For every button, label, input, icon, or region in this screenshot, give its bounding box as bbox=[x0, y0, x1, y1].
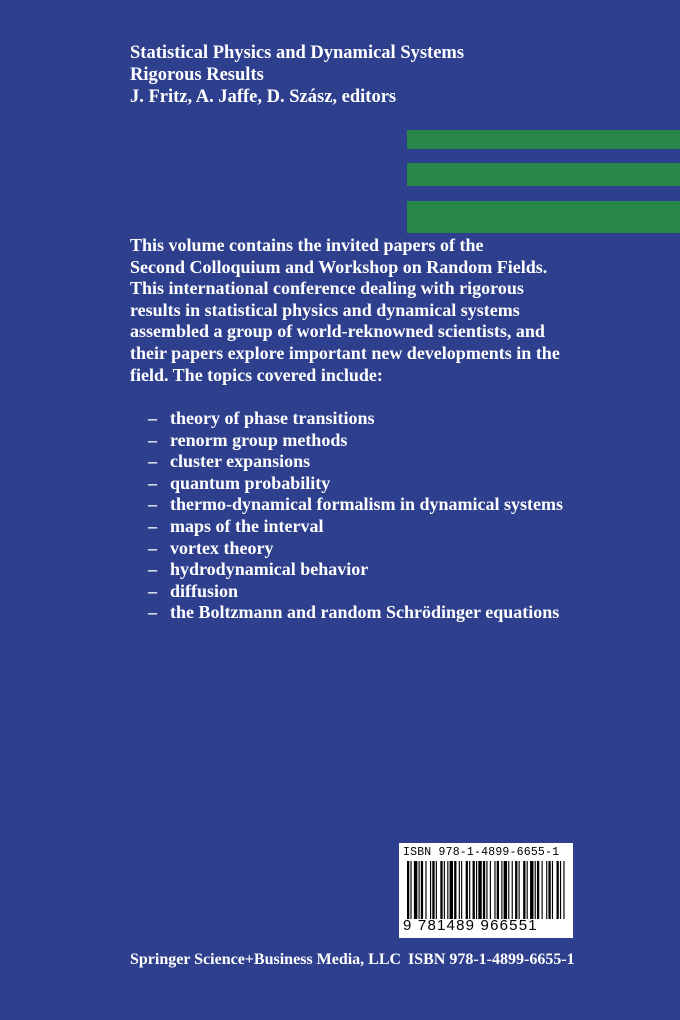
barcode-bars bbox=[403, 861, 569, 919]
publisher-name: Springer Science+Business Media, LLC bbox=[130, 951, 402, 968]
list-item bbox=[148, 451, 563, 473]
barcode-bar bbox=[486, 861, 487, 919]
stripe-3 bbox=[407, 201, 680, 233]
barcode-bar bbox=[490, 861, 491, 919]
barcode-bar bbox=[425, 861, 426, 919]
barcode-bar bbox=[508, 861, 509, 919]
blurb-line: results in statistical physics and dynamical systems bbox=[130, 299, 520, 320]
barcode-bar bbox=[407, 861, 409, 919]
subtitle: Rigorous Results bbox=[130, 65, 264, 85]
barcode-bar bbox=[527, 861, 528, 919]
barcode-bar bbox=[473, 861, 475, 919]
barcode-bar bbox=[512, 861, 513, 919]
barcode-bar bbox=[530, 861, 533, 919]
barcode-bar bbox=[519, 861, 520, 919]
barcode-bar bbox=[478, 861, 481, 919]
barcode-bar bbox=[483, 861, 485, 919]
topic-text: the Boltzmann and random Schrödinger equations bbox=[170, 602, 560, 623]
barcode-bar bbox=[454, 861, 456, 919]
bullet-dash: – bbox=[148, 408, 157, 428]
barcode-bar bbox=[515, 861, 517, 919]
blurb-line: their papers explore important new developments in the bbox=[130, 342, 560, 363]
barcode-bar bbox=[542, 861, 543, 919]
barcode-bar bbox=[419, 861, 420, 919]
bullet-dash: – bbox=[148, 580, 157, 601]
bullet-dash: – bbox=[148, 429, 157, 450]
stripe-1 bbox=[407, 130, 680, 149]
topic-text: diffusion bbox=[170, 580, 239, 601]
topic-text: hydrodynamical behavior bbox=[170, 559, 369, 580]
list-item bbox=[148, 602, 563, 624]
bullet-dash: – bbox=[148, 602, 157, 623]
bullet-dash: – bbox=[148, 451, 157, 472]
barcode-bar bbox=[546, 861, 547, 919]
barcode-bar bbox=[552, 861, 553, 919]
barcode-bar bbox=[444, 861, 445, 919]
list-item bbox=[148, 408, 563, 430]
barcode-bar bbox=[557, 861, 559, 919]
list-item bbox=[148, 581, 563, 603]
barcode-bar bbox=[466, 861, 468, 919]
barcode-bar bbox=[560, 861, 561, 919]
barcode-bar bbox=[563, 861, 564, 919]
barcode-bar bbox=[414, 861, 417, 919]
topic-text: quantum probability bbox=[170, 472, 331, 493]
bullet-dash: – bbox=[148, 537, 157, 558]
stripe-2 bbox=[407, 163, 680, 186]
barcode-bar bbox=[450, 861, 453, 919]
topic-text: theory of phase transitions bbox=[170, 408, 375, 428]
list-item bbox=[148, 559, 563, 581]
barcode-bar bbox=[421, 861, 423, 919]
barcode-bar bbox=[523, 861, 525, 919]
bullet-dash: – bbox=[148, 494, 157, 515]
barcode-bar bbox=[494, 861, 495, 919]
barcode-bar bbox=[440, 861, 442, 919]
barcode-bar bbox=[537, 861, 539, 919]
topic-text: thermo-dynamical formalism in dynamical systems bbox=[170, 494, 563, 515]
bullet-dash: – bbox=[148, 515, 157, 536]
barcode-bar bbox=[436, 861, 437, 919]
barcode-bar bbox=[469, 861, 470, 919]
barcode-bar bbox=[430, 861, 431, 919]
barcode-bar bbox=[535, 861, 536, 919]
list-item bbox=[148, 473, 563, 495]
blurb-line: Second Colloquium and Workshop on Random Fields. bbox=[130, 256, 548, 277]
barcode-digits: 9 781489 966551 bbox=[403, 917, 538, 934]
barcode-bar bbox=[504, 861, 507, 919]
topic-text: vortex theory bbox=[170, 537, 274, 558]
blurb-line: assembled a group of world-reknowned scientists, and bbox=[130, 321, 545, 342]
bullet-dash: – bbox=[148, 472, 157, 493]
list-item bbox=[148, 538, 563, 560]
barcode-bar bbox=[447, 861, 448, 919]
series-title: Statistical Physics and Dynamical Systems bbox=[130, 43, 465, 63]
footer-isbn: ISBN 978-1-4899-6655-1 bbox=[408, 951, 575, 968]
barcode-bar bbox=[476, 861, 477, 919]
blurb-line: field. The topics covered include: bbox=[130, 364, 383, 385]
list-item bbox=[148, 516, 563, 538]
barcode-bar bbox=[548, 861, 550, 919]
topics-list bbox=[148, 408, 563, 624]
barcode-bar bbox=[461, 861, 462, 919]
list-item bbox=[148, 430, 563, 452]
editors: J. Fritz, A. Jaffe, D. Szász, editors bbox=[130, 87, 397, 107]
topic-text: maps of the interval bbox=[170, 515, 324, 536]
list-item bbox=[148, 494, 563, 516]
blurb-line: This international conference dealing with rigorous bbox=[130, 278, 524, 299]
topic-text: cluster expansions bbox=[170, 451, 311, 472]
barcode-label bbox=[399, 843, 573, 938]
blurb-line: This volume contains the invited papers of the bbox=[130, 235, 484, 255]
barcode-bar bbox=[410, 861, 411, 919]
bullet-dash: – bbox=[148, 559, 157, 580]
barcode-bar bbox=[459, 861, 460, 919]
barcode-bar bbox=[501, 861, 502, 919]
barcode-bar bbox=[432, 861, 434, 919]
barcode-isbn-text: ISBN 978-1-4899-6655-1 bbox=[403, 846, 560, 859]
barcode-bar bbox=[497, 861, 499, 919]
green-stripes bbox=[407, 130, 680, 247]
topic-text: renorm group methods bbox=[170, 429, 348, 450]
header-block bbox=[130, 42, 464, 108]
description-blurb bbox=[130, 235, 600, 386]
